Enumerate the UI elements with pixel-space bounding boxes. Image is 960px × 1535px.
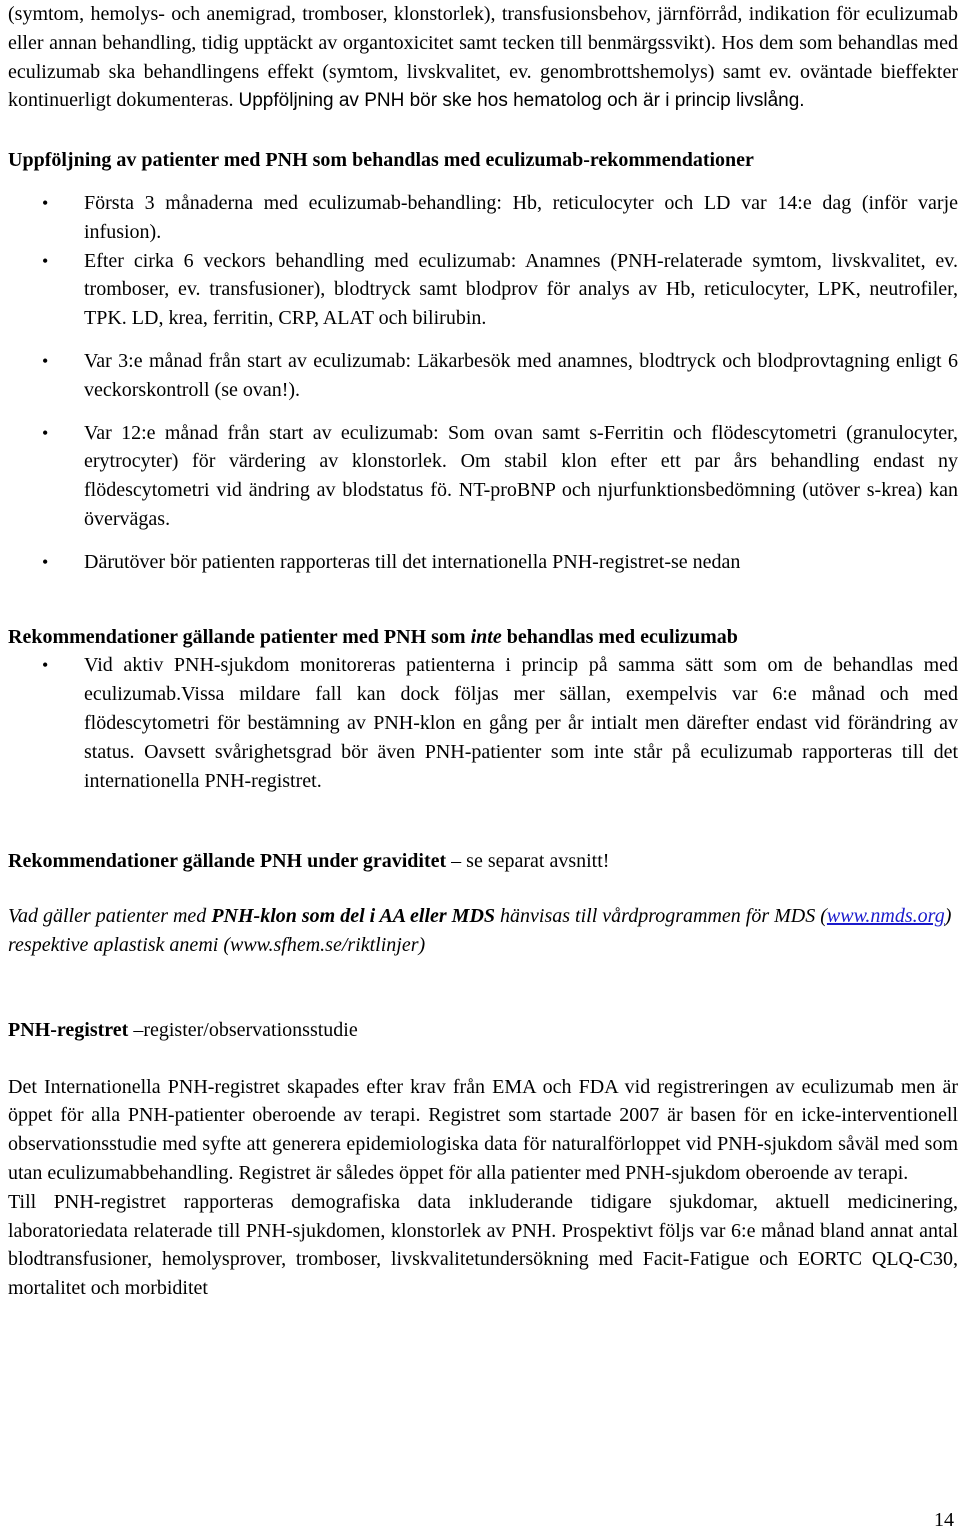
list-item bbox=[8, 419, 958, 534]
section-heading-pregnancy bbox=[8, 847, 958, 876]
heading-note: – se separat avsnitt! bbox=[446, 850, 610, 873]
list-item-text: Efter cirka 6 veckors behandling med eculizumab: Anamnes (PNH-relaterade symtom, livskvalitet, ev. tromboser, ev. transfusioner), blodtryck samt blodprov för analys av Hb, reticulocyter, LPK, neutrofiler, TPK. LD, krea, ferritin, CRP, ALAT och bilirubin. bbox=[84, 249, 958, 330]
treated-bullet-list bbox=[8, 189, 958, 577]
page-number: 14 bbox=[934, 1509, 954, 1531]
intro-text-followup: Uppföljning av PNH bör ske hos hematolog och är i princip livslång. bbox=[238, 90, 805, 112]
note-text: ) respektive aplastisk anemi (www.sfhem.se/riktlinjer) bbox=[8, 905, 952, 956]
list-item-text: Vid aktiv PNH-sjukdom monitoreras patienterna i princip på samma sätt som om de behandlas med eculizumab.Vissa mildare fall kan dock följas mer sällan, exempelvis var 6:e månad och med flödescytometri för bestämning av PNH-klon en gång per år intialt men därefter endast vid förändring av status. Oavsett svårighetsgrad bör även PNH-patienter som inte står på eculizumab rapporteras till det internationella PNH-registret. bbox=[84, 654, 958, 792]
bullet-icon: • bbox=[42, 422, 49, 443]
list-item bbox=[8, 548, 958, 577]
heading-part: Rekommendationer gällande PNH under graviditet bbox=[8, 850, 447, 873]
note-text: Vad gäller patienter med bbox=[8, 905, 212, 928]
bullet-icon: • bbox=[42, 192, 49, 213]
list-item bbox=[8, 247, 958, 333]
bullet-icon: • bbox=[42, 655, 49, 676]
intro-paragraph bbox=[8, 0, 958, 116]
bullet-icon: • bbox=[42, 250, 49, 271]
bullet-icon: • bbox=[42, 350, 49, 371]
untreated-bullet-list bbox=[8, 651, 958, 795]
list-item-text: Var 12:e månad från start av eculizumab: Som ovan samt s-Ferritin och flödescytometri (granulocyter, erytrocyter) för värdering av klonstorlek. Om stabil klon efter ett par års behandling endast ny flödescytometri vid ändring av blodstatus fö. NT-proBNP och njurfunktionsbedömning (utöver s-krea) kan övervägas. bbox=[84, 421, 958, 530]
intro-text: (symtom, hemolys- och anemigrad, tromboser, klonstorlek), transfusionsbehov, järnförråd, indikation för eculizumab eller annan behandling, tidig upptäckt av organtoxicitet samt tecken till benmärgssvikt). Hos dem som behandlas med eculizumab ska behandlingens effekt (symtom, livskvalitet, ev. genombrottshemolys) samt ev. oväntade bieffekter kontinuerligt dokumenteras. bbox=[8, 3, 958, 112]
registry-paragraph-2: Till PNH-registret rapporteras demografiska data inkluderande tidigare sjukdomar, aktuell medicinering, laboratoriedata relaterade till PNH-sjukdomen, klonstorlek av PNH. Prospektivt följs var 6:e månad bland annat antal blodtransfusioner, hemolysprover, tromboser, livskvalitetundersökning med Facit-Fatigue och EORTC QLQ-C30, mortalitet och morbiditet bbox=[8, 1190, 958, 1300]
list-item-text: Var 3:e månad från start av eculizumab: Läkarbesök med anamnes, blodtryck och blodprovtagning enligt 6 veckorskontroll (se ovan!). bbox=[84, 349, 958, 401]
section-heading-treated: Uppföljning av patienter med PNH som behandlas med eculizumab-rekommendationer bbox=[8, 149, 754, 172]
heading-part: PNH-registret bbox=[8, 1018, 129, 1041]
list-item-text: Därutöver bör patienten rapporteras till det internationella PNH-registret-se nedan bbox=[84, 550, 741, 573]
section-heading-untreated bbox=[8, 623, 958, 652]
heading-part: Rekommendationer gällande patienter med PNH som bbox=[8, 625, 471, 648]
note-text: hänvisas till vårdprogrammen för MDS ( bbox=[495, 905, 827, 928]
registry-paragraph-1: Det Internationella PNH-registret skapades efter krav från EMA och FDA vid registreringen av eculizumab men är öppet för alla PNH-patienter oberoende av terapi. Registret som startade 2007 är basen för en icke-interventionell observationsstudie med syfte att generera epidemiologiska data för naturalförloppet vid PNH-sjukdom såväl med som utan eculizumabbehandling. Registret är således öppet för alla patienter med PNH-sjukdom oberoende av terapi. bbox=[8, 1075, 958, 1184]
heading-part: behandlas med eculizumab bbox=[501, 625, 738, 648]
list-item bbox=[8, 189, 958, 247]
nmds-link[interactable]: www.nmds.org bbox=[826, 905, 945, 928]
heading-note: –register/observationsstudie bbox=[128, 1018, 358, 1041]
list-item bbox=[8, 651, 958, 795]
aa-mds-note bbox=[8, 902, 958, 960]
heading-emphasis: inte bbox=[470, 625, 502, 648]
list-item-text: Första 3 månaderna med eculizumab-behandling: Hb, reticulocyter och LD var 14:e dag (inför varje infusion). bbox=[84, 191, 958, 243]
bullet-icon: • bbox=[42, 551, 49, 572]
document-page bbox=[8, 0, 958, 1303]
note-emphasis: PNH-klon som del i AA eller MDS bbox=[211, 905, 496, 928]
list-item bbox=[8, 347, 958, 405]
registry-heading bbox=[8, 1016, 958, 1045]
